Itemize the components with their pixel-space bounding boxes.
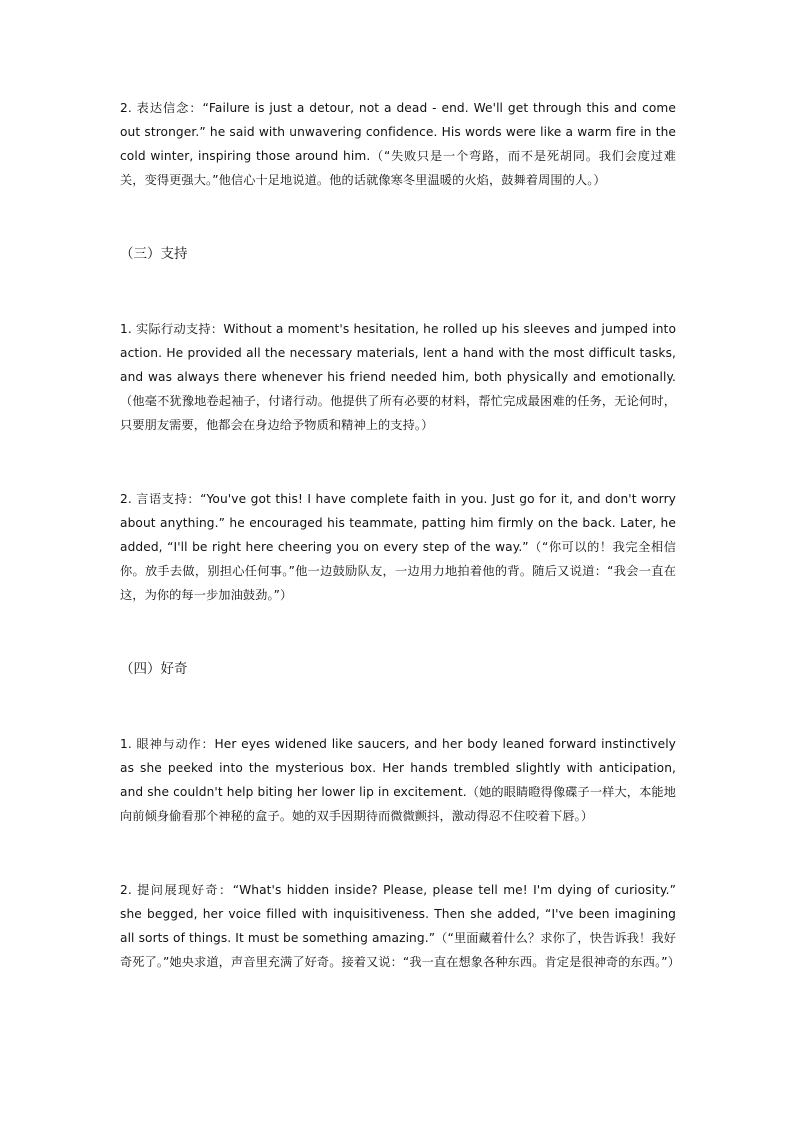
paragraph-text: 1. 实际行动支持：Without a moment's hesitation, he rolled up his sleeves and jumped into action. He provided all the necessary materials, lent a hand with the most difficult tasks, and was always there whenever his friend needed him, both physically and emotionally.（他毫不犹豫地卷起袖子，付诸行动。他提供了所有必要的材料，帮忙完成最困难的任务，无论何时，只要朋友需要，他都会在身边给予物质和精神上的支持。） xyxy=(120,322,676,432)
paragraph-questions-curiosity xyxy=(120,878,680,974)
heading-text: （三）支持 xyxy=(120,246,188,262)
paragraph-express-belief xyxy=(120,96,676,192)
heading-text: （四）好奇 xyxy=(120,661,188,677)
section-heading-support xyxy=(120,242,188,266)
paragraph-verbal-support xyxy=(120,487,676,607)
paragraph-eyes-and-action xyxy=(120,732,676,828)
section-heading-curiosity xyxy=(120,657,188,681)
paragraph-text: 2. 提问展现好奇：“What's hidden inside? Please, please tell me! I'm dying of curiosity.” she begged, her voice filled with inquisitiveness. Then she added, “I've been imagining all sorts of things. It must be something amazing.”（“里面藏着什么？求你了，快告诉我！我好奇死了。”她央求道，声音里充满了好奇。接着又说：“我一直在想象各种东西。肯定是很神奇的东西。”） xyxy=(120,883,680,969)
paragraph-action-support xyxy=(120,317,676,437)
paragraph-text: 1. 眼神与动作：Her eyes widened like saucers, and her body leaned forward instinctively as she peeked into the mysterious box. Her hands trembled slightly with anticipation, and she couldn't help biting her lower lip in excitement.（她的眼睛瞪得像碟子一样大，本能地向前倾身偷看那个神秘的盒子。她的双手因期待而微微颤抖，激动得忍不住咬着下唇。） xyxy=(120,737,676,823)
paragraph-text: 2. 表达信念：“Failure is just a detour, not a dead - end. We'll get through this and come out stronger.” he said with unwavering confidence. His words were like a warm fire in the cold winter, inspiring those around him.（“失败只是一个弯路，而不是死胡同。我们会度过难关，变得更强大。”他信心十足地说道。他的话就像寒冬里温暖的火焰，鼓舞着周围的人。） xyxy=(120,101,676,187)
paragraph-text: 2. 言语支持：“You've got this! I have complete faith in you. Just go for it, and don't worry about anything.” he encouraged his teammate, patting him firmly on the back. Later, he added, “I'll be right here cheering you on every step of the way.”（“你可以的！我完全相信你。放手去做，别担心任何事。”他一边鼓励队友，一边用力地拍着他的背。随后又说道：“我会一直在这，为你的每一步加油鼓劲。”） xyxy=(120,492,676,602)
